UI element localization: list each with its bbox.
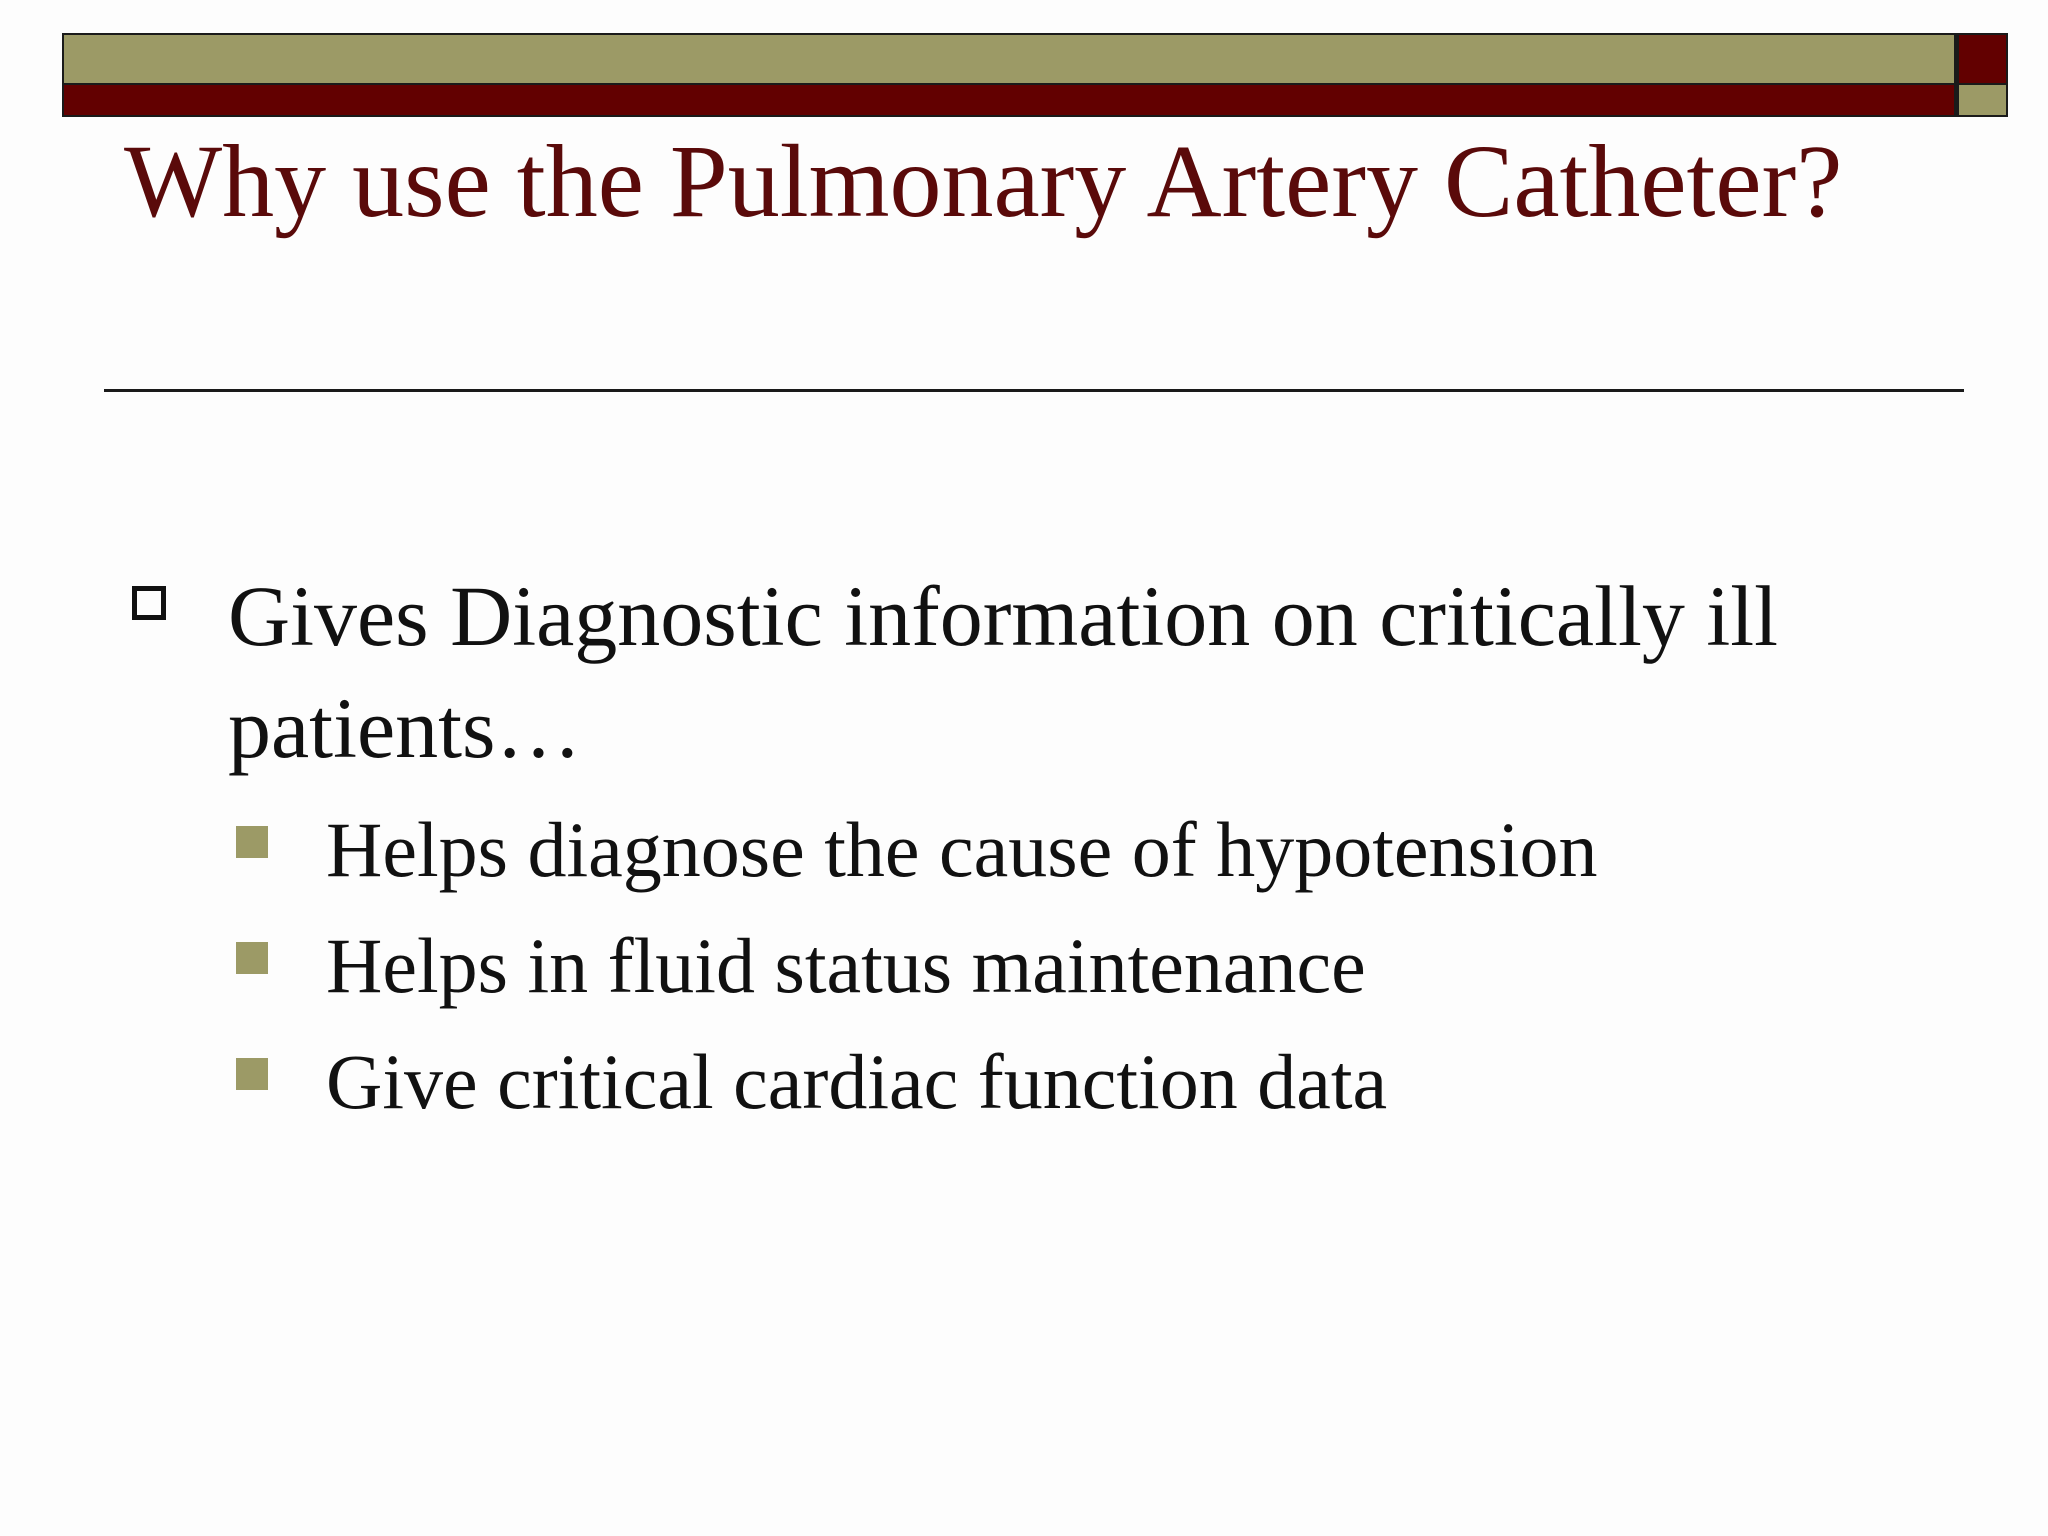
sub-bullet-item (0, 800, 2048, 910)
slide-title: Why use the Pulmonary Artery Catheter? (124, 124, 1843, 239)
header-banner-olive (62, 33, 1956, 85)
hollow-square-icon (132, 586, 166, 620)
sub-bullet-item (0, 1032, 2048, 1142)
header-banner-divider (1956, 33, 1959, 117)
filled-square-icon (236, 826, 268, 858)
header-corner-red (1956, 33, 2008, 85)
header-corner-olive (1956, 85, 2008, 117)
sub-bullet-text: Helps diagnose the cause of hypotension (326, 806, 1598, 893)
title-underline (104, 389, 1964, 392)
filled-square-icon (236, 1058, 268, 1090)
sub-bullet-text: Helps in fluid status maintenance (326, 922, 1366, 1009)
sub-bullet-text: Give critical cardiac function data (326, 1038, 1388, 1125)
sub-bullet-item (0, 916, 2048, 1026)
bullet-text: Gives Diagnostic information on critically ill patients… (228, 568, 1779, 776)
filled-square-icon (236, 942, 268, 974)
